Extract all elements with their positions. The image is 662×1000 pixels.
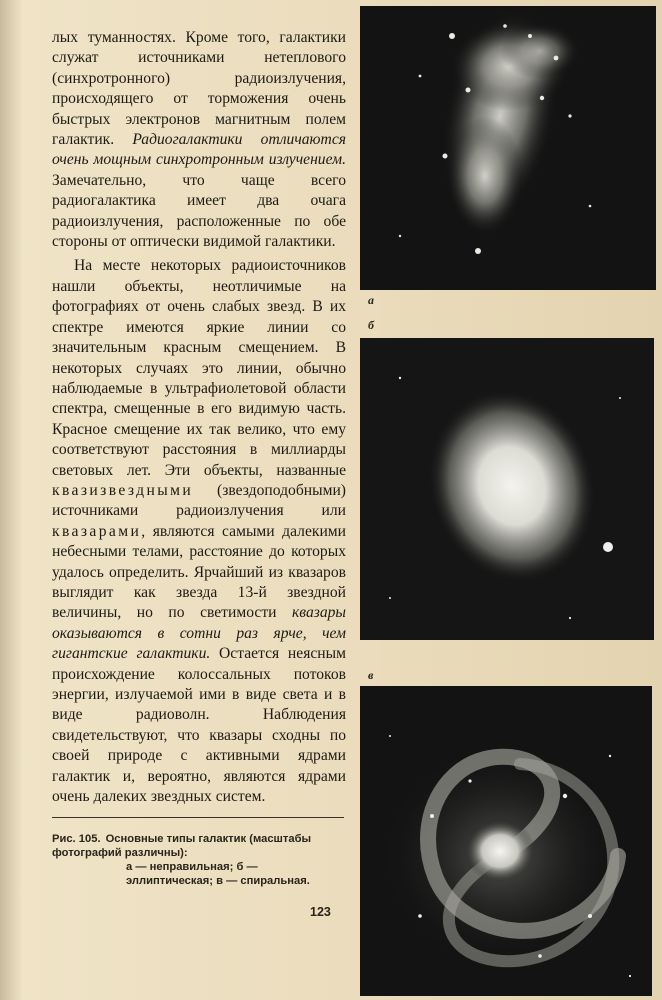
photo-spiral-galaxy [360,686,652,996]
text-run: Остается неясным происхождение колоссальных потоков энергии, излучаемой ими в виде света и в виде радиоволн. Наблюдения свидетельствуют, что квазары сходны по своей природе с активными ядрами галактик и, вероятно, являются ядрами очень далеких звездных систем. [52,645,346,806]
italic-text-run: квазары оказываются в сотни раз ярче, чем гигантские галактики. [52,604,346,663]
panel-label-a: а [368,293,374,307]
panel-label-c: в [368,668,374,682]
text-run: , являются самыми далекими небесными телами, расстояние до которых удалось определить. Ярчайший из квазаров выглядит как звезда 13-й звездной величины, но по светимости [52,522,346,622]
paragraph-2 [52,256,346,807]
spaced-term-quasars: квазарами [52,522,142,540]
page-number: 123 [310,905,331,919]
caption-label: Рис. 105. [52,833,101,845]
body-text [52,28,346,807]
photo-elliptical-galaxy [360,338,654,640]
caption-legend: а — неправильная; б — эллиптическая; в — спиральная. [126,861,310,887]
elliptical-galaxy-image [360,338,654,640]
text-run: (звездоподобными) источниками радиоизлучения или [52,481,346,520]
figure-caption [52,832,344,888]
photo-irregular-galaxy [360,6,656,290]
text-run: На месте некоторых радиоисточников нашли объекты, неотличимые на фотографиях от очень слабых звезд. В их спектре имеются яркие линии со значительным красным смещением. В некоторых случаях это линии, обычно наблюдаемые в ультрафиолетовой области спектра, смещенные в его видимую часть. Красное смещение их так велико, что ему соответствуют расстояния в миллиарды световых лет. Эти объекты, названные [52,257,346,479]
gutter-shadow [0,0,22,1000]
spiral-galaxy-image [360,686,652,996]
irregular-galaxy-image [360,6,656,290]
caption-divider [52,817,344,818]
panel-label-b: б [368,318,374,332]
caption-title: Основные типы галактик (масштабы фотографий различны): [52,833,312,859]
spaced-term-quasistellar: квазизвездными [52,481,194,499]
italic-text-run: Радиогалактики отличаются очень мощным синхротронным излучением. [52,131,346,169]
paragraph-1 [52,28,346,252]
text-run: лых туманностях. Кроме того, галактики служат источниками нетеплового (синхротронного) радиоизлучения, происходящего от торможения очень быстрых электронов магнитным полем галактик. [52,29,346,149]
text-run: Замечательно, что чаще всего радиогалактика имеет два очага радиоизлучения, расположенные по обе стороны от оптически видимой галактики. [52,171,346,251]
